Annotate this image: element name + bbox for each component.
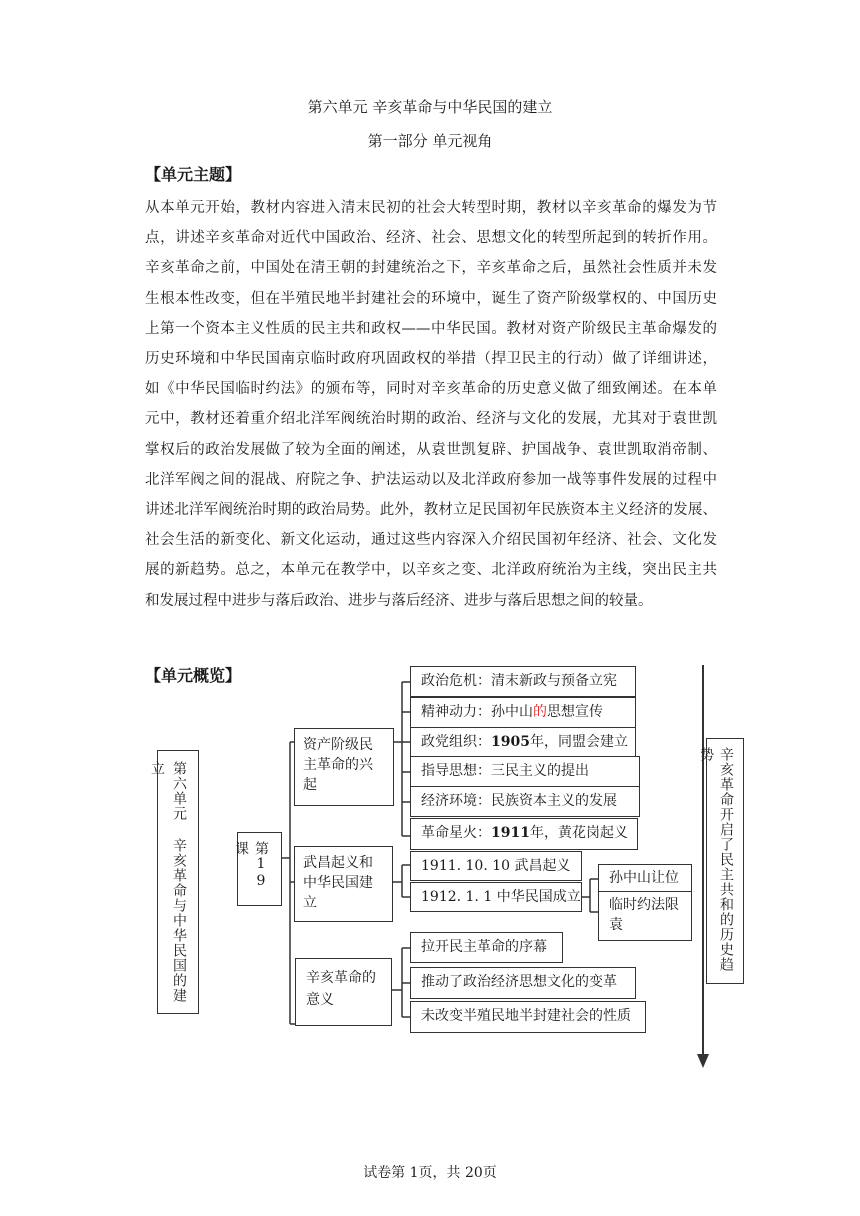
trend-arrow-head — [697, 1054, 709, 1068]
rise-item-spiritual-drive: 精神动力：孙中山的思想宣传 — [410, 697, 636, 728]
unit-box-text: 第六单元 辛亥革命与中华民国的建立 — [149, 761, 187, 1003]
rise-item-party-org: 政党组织：1905年，同盟会建立 — [410, 727, 636, 758]
lesson-box — [233, 832, 282, 906]
paragraph-line: 生根本性改变，但在半殖民地半封建社会的环境中，诞生了资产阶级掌权的、中国历史 — [145, 290, 717, 307]
section-heading-overview: 【单元概览】 — [145, 666, 242, 685]
paragraph-line: 如《中华民国临时约法》的颁布等，同时对辛亥革命的历史意义做了细致阐述。在本单 — [145, 381, 717, 398]
paragraph-line: 辛亥革命之前，中国处在清王朝的封建统治之下，辛亥革命之后，虽然社会性质并未发 — [145, 260, 717, 277]
rise-item-economic-env: 经济环境：民族资本主义的发展 — [410, 786, 640, 817]
paragraph-line: 掌权后的政治发展做了较为全面的阐述，从袁世凯复辟、护国战争、袁世凯取消帝制、 — [145, 441, 717, 458]
trend-box — [698, 738, 744, 984]
branch-wuchang-box — [294, 846, 393, 922]
sub-item-provisional-constitution: 临时约法限袁 — [598, 891, 692, 941]
branch-meaning-text: 辛亥革命的意义 — [306, 970, 376, 1008]
paragraph-line: 社会生活的新变化、新文化运动，通过这些内容深入介绍民国初年经济、社会、文化发 — [145, 532, 717, 549]
rise-item-political-crisis: 政治危机：清末新政与预备立宪 — [410, 666, 636, 697]
branch-wuchang-text: 武昌起义和中华民国建立 — [303, 855, 373, 911]
branch-rise-text: 资产阶级民主革命的兴起 — [303, 737, 373, 793]
wuchang-item-uprising: 1911. 10. 10 武昌起义 — [410, 851, 582, 881]
meaning-item-transformation: 推动了政治经济思想文化的变革 — [410, 967, 636, 999]
highlighted-char: 的 — [533, 704, 547, 720]
paragraph-line: 从本单元开始，教材内容进入清末民初的社会大转型时期，教材以辛亥革命的爆发为节 — [145, 200, 717, 216]
wuchang-item-roc-founded: 1912. 1. 1 中华民国成立 — [410, 882, 582, 912]
rise-item-revolution-spark: 革命星火：1911年，黄花岗起义 — [410, 818, 638, 850]
unit-title: 第六单元 辛亥革命与中华民国的建立 — [307, 98, 553, 116]
page-footer: 试卷第 1页，共 20页 — [363, 1165, 497, 1181]
part-title: 第一部分 单元视角 — [367, 132, 493, 150]
paragraph-line: 上第一个资本主义性质的民主共和政权——中华民国。教材对资产阶级民主革命爆发的 — [145, 320, 717, 337]
paragraph-line: 和发展过程中进步与落后政治、进步与落后经济、进步与落后思想之间的较量。 — [145, 592, 653, 609]
paragraph-line: 点，讲述辛亥革命对近代中国政治、经济、社会、思想文化的转型所起到的转折作用。 — [145, 230, 717, 247]
sub-item-sun-yields: 孙中山让位 — [598, 864, 692, 892]
paragraph-line: 北洋军阀之间的混战、府院之争、护法运动以及北洋政府参加一战等事件发展的过程中 — [145, 471, 717, 488]
paragraph-line: 元中，教材还着重介绍北洋军阀统治时期的政治、经济与文化的发展，尤其对于袁世凯 — [145, 411, 717, 428]
rise-item-guiding-thought: 指导思想：三民主义的提出 — [410, 756, 640, 787]
section-heading-theme: 【单元主题】 — [145, 165, 242, 184]
meaning-item-prelude: 拉开民主革命的序幕 — [410, 932, 563, 963]
paragraph-line: 讲述北洋军阀统治时期的政治局势。此外，教材立足民国初年民族资本主义经济的发展、 — [145, 502, 717, 519]
lesson-box-text: 第19课 — [233, 841, 269, 890]
branch-rise-box — [294, 728, 394, 806]
paragraph-line: 展的新趋势。总之，本单元在教学中，以辛亥之变、北洋政府统治为主线，突出民主共 — [145, 562, 717, 579]
unit-box — [149, 750, 199, 1014]
meaning-item-nature-unchanged: 未改变半殖民地半封建社会的性质 — [410, 1001, 646, 1033]
trend-box-text: 辛亥革命开启了民主共和的历史趋势 — [698, 747, 734, 972]
branch-meaning-box — [295, 958, 392, 1026]
paragraph-line: 历史环境和中华民国南京临时政府巩固政权的举措（捍卫民主的行动）做了详细讲述， — [145, 351, 717, 368]
